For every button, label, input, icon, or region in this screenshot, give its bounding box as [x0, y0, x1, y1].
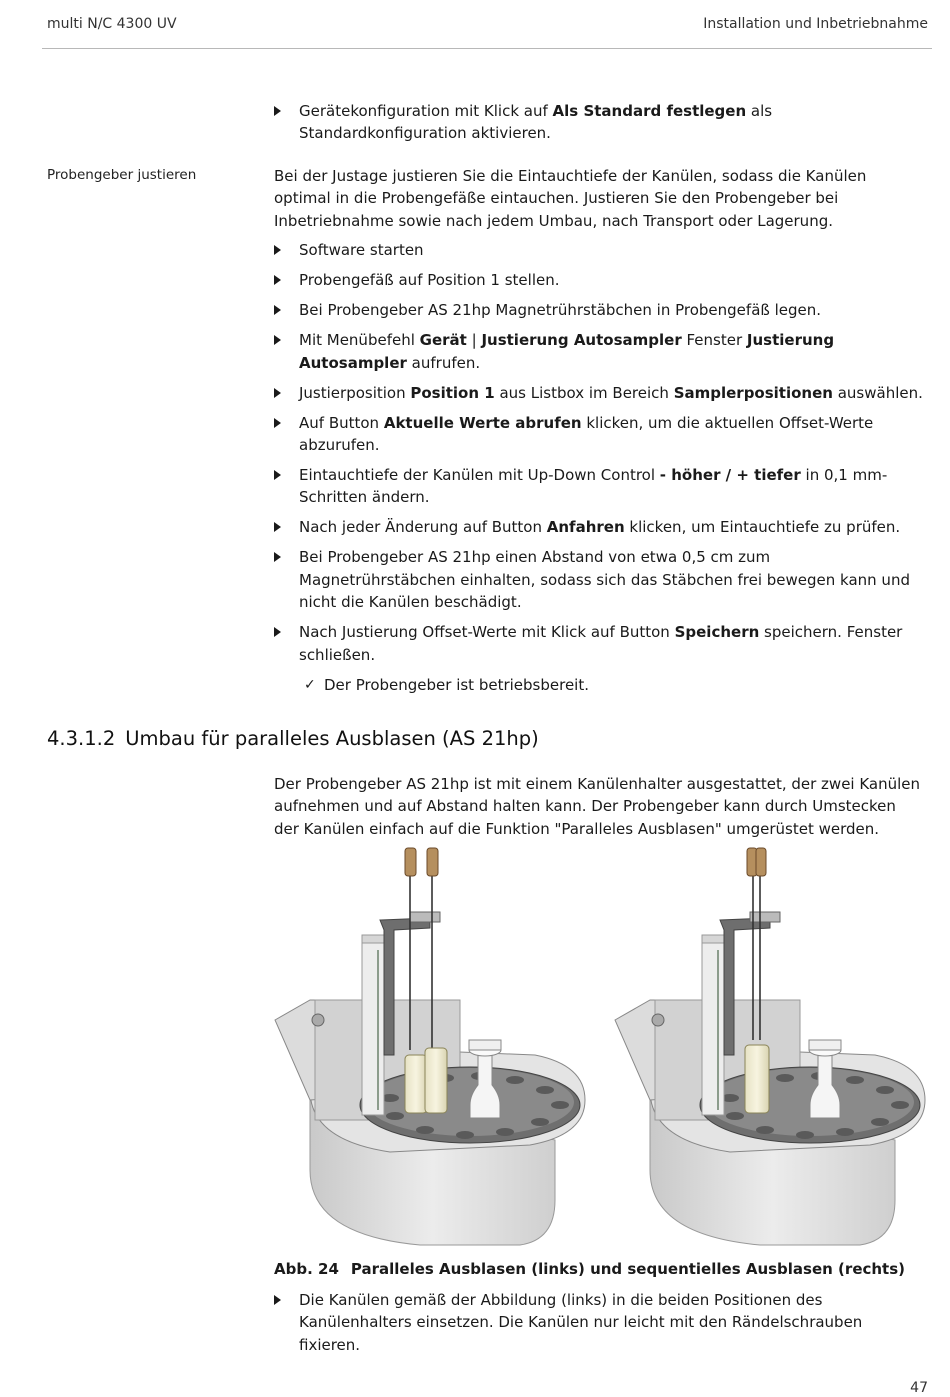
triangle-bullet-icon [274, 305, 281, 315]
side-label-adjust: Probengeber justieren [47, 167, 197, 183]
triangle-bullet-icon [274, 522, 281, 532]
autosampler-sequential [615, 848, 925, 1245]
section-intro-block [274, 773, 924, 840]
check-icon: ✓ [304, 676, 316, 693]
top-step-block [274, 100, 924, 145]
header-divider [42, 48, 932, 49]
triangle-bullet-icon [274, 388, 281, 398]
figure-caption [274, 1260, 905, 1278]
list-item: Justierposition Position 1 aus Listbox im Bereich Samplerpositionen auswählen. [274, 382, 924, 404]
triangle-bullet-icon [274, 106, 281, 116]
list-item: Bei Probengeber AS 21hp einen Abstand von etwa 0,5 cm zum Magnetrührstäbchen einhalten, sodass sich das Stäbchen frei bewegen kann und nicht die Kanülen beschädigt. [274, 546, 924, 613]
triangle-bullet-icon [274, 418, 281, 428]
section-title: Umbau für paralleles Ausblasen (AS 21hp) [125, 727, 539, 750]
document-title: multi N/C 4300 UV [47, 16, 177, 32]
triangle-bullet-icon [274, 1295, 281, 1305]
list-item: Eintauchtiefe der Kanülen mit Up-Down Control - höher / + tiefer in 0,1 mm-Schritten ändern. [274, 464, 924, 509]
adjust-block [274, 165, 924, 696]
triangle-bullet-icon [274, 470, 281, 480]
list-item: Auf Button Aktuelle Werte abrufen klicken, um die aktuellen Offset-Werte abzurufen. [274, 412, 924, 457]
list-item: Software starten [274, 239, 924, 261]
section-number: 4.3.1.2 [47, 727, 116, 750]
section-intro: Der Probengeber AS 21hp ist mit einem Kanülenhalter ausgestattet, der zwei Kanülen aufnehmen und auf Abstand halten kann. Der Probengeber kann durch Umstecken der Kanülen einfach auf die Funktion "Paralleles Ausblasen" umgerüstet werden. [274, 775, 921, 838]
adjust-steps [274, 239, 924, 666]
triangle-bullet-icon [274, 245, 281, 255]
triangle-bullet-icon [274, 552, 281, 562]
figure-caption-text: Paralleles Ausblasen (links) und sequentielles Ausblasen (rechts) [350, 1260, 906, 1278]
adjust-intro: Bei der Justage justieren Sie die Eintauchtiefe der Kanülen, sodass die Kanülen optimal in die Probengefäße eintauchen. Justieren Sie den Probengeber bei Inbetriebnahme sowie nach jedem Umbau, nach Transport oder Lagerung. [274, 167, 867, 230]
chapter-title: Installation und Inbetriebnahme [703, 16, 928, 32]
autosampler-illustration [270, 840, 930, 1255]
triangle-bullet-icon [274, 335, 281, 345]
list-item: Gerätekonfiguration mit Klick auf Als Standard festlegen als Standardkonfiguration aktivieren. [274, 100, 924, 145]
result-line: ✓ Der Probengeber ist betriebsbereit. [274, 674, 924, 696]
list-item: Mit Menübefehl Gerät | Justierung Autosampler Fenster Justierung Autosampler aufrufen. [274, 329, 924, 374]
list-item: Die Kanülen gemäß der Abbildung (links) in die beiden Positionen des Kanülenhalters einsetzen. Die Kanülen nur leicht mit den Rändelschrauben fixieren. [274, 1289, 924, 1356]
list-item: Probengefäß auf Position 1 stellen. [274, 269, 924, 291]
autosampler-figure [270, 840, 930, 1255]
autosampler-parallel [275, 848, 585, 1245]
triangle-bullet-icon [274, 627, 281, 637]
final-step-block [274, 1289, 924, 1356]
section-heading [47, 727, 539, 750]
triangle-bullet-icon [274, 275, 281, 285]
page-number: 47 [910, 1380, 928, 1396]
list-item: Nach jeder Änderung auf Button Anfahren klicken, um Eintauchtiefe zu prüfen. [274, 516, 924, 538]
list-item: Nach Justierung Offset-Werte mit Klick auf Button Speichern speichern. Fenster schließen. [274, 621, 924, 666]
figure-label: Abb. 24 [274, 1260, 339, 1278]
list-item: Bei Probengeber AS 21hp Magnetrührstäbchen in Probengefäß legen. [274, 299, 924, 321]
